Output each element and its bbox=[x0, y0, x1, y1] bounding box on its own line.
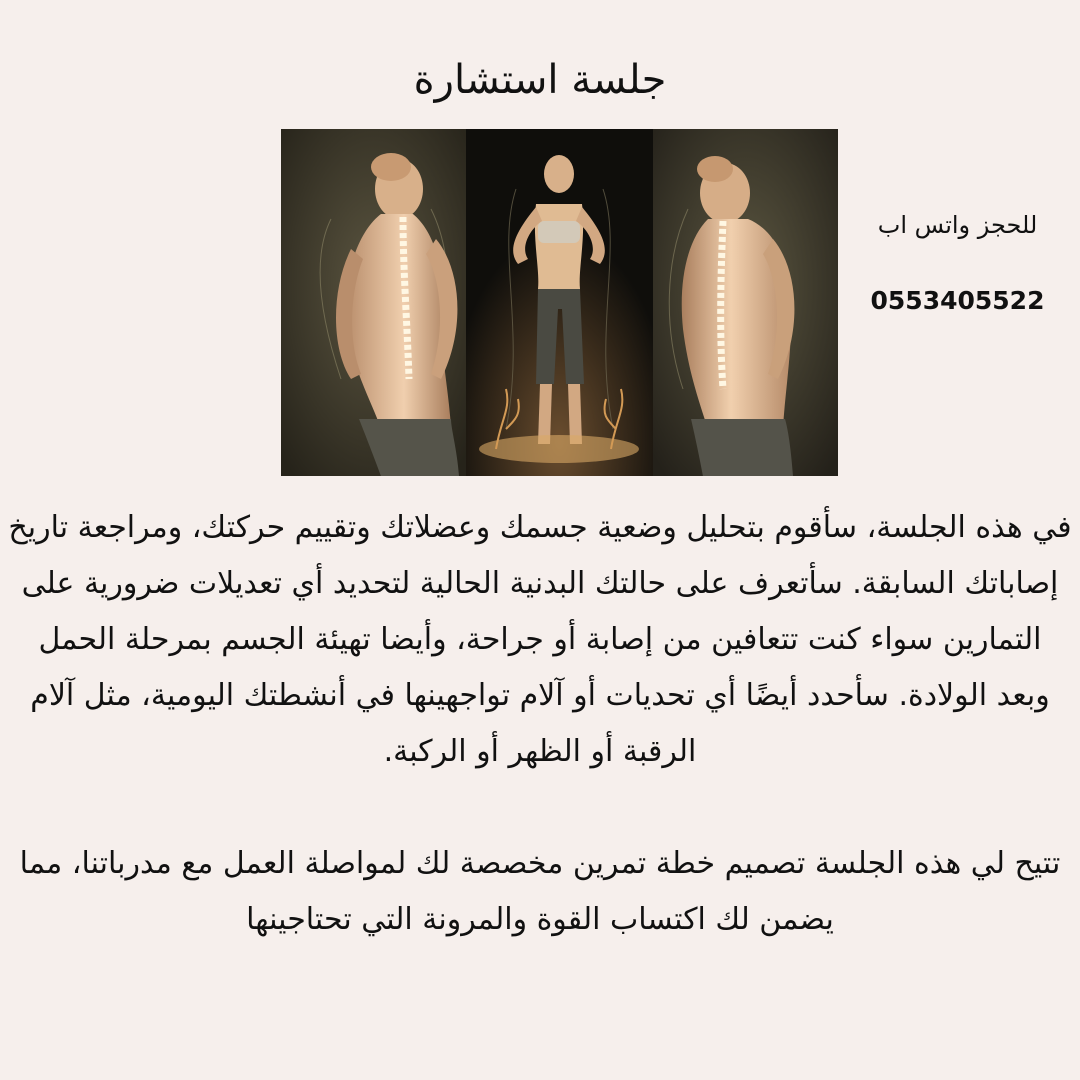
posture-back-right-image bbox=[653, 129, 838, 476]
booking-label: للحجز واتس اب bbox=[877, 211, 1038, 239]
booking-phone[interactable]: 0553405522 bbox=[870, 286, 1045, 315]
page-title: جلسة استشارة bbox=[413, 57, 667, 103]
posture-front-center-image bbox=[466, 129, 653, 476]
hero-image bbox=[281, 129, 838, 476]
description-paragraph-1: في هذه الجلسة، سأقوم بتحليل وضعية جسمك وعضلاتك وتقييم حركتك، ومراجعة تاريخ إصاباتك السابقة. سأتعرف على حالتك البدنية الحالية لتحديد أي تعديلات ضرورية على التمارين سواء كنت تتعافين من إصابة أو جراحة، وأيضا تهيئة الجسم بمرحلة الحمل وبعد الولادة. سأحدد أيضًا أي تحديات أو آلام تواجهينها في أنشطتك اليومية، مثل آلام الرقبة أو الظهر أو الركبة. bbox=[8, 510, 1072, 769]
description bbox=[8, 500, 1072, 948]
description-paragraph-2: تتيح لي هذه الجلسة تصميم خطة تمرين مخصصة لك لمواصلة العمل مع مدرباتنا، مما يضمن لك اكتساب القوة والمرونة التي تحتاجينها bbox=[19, 846, 1061, 937]
booking-info bbox=[850, 205, 1065, 321]
posture-back-left-image bbox=[281, 129, 466, 476]
